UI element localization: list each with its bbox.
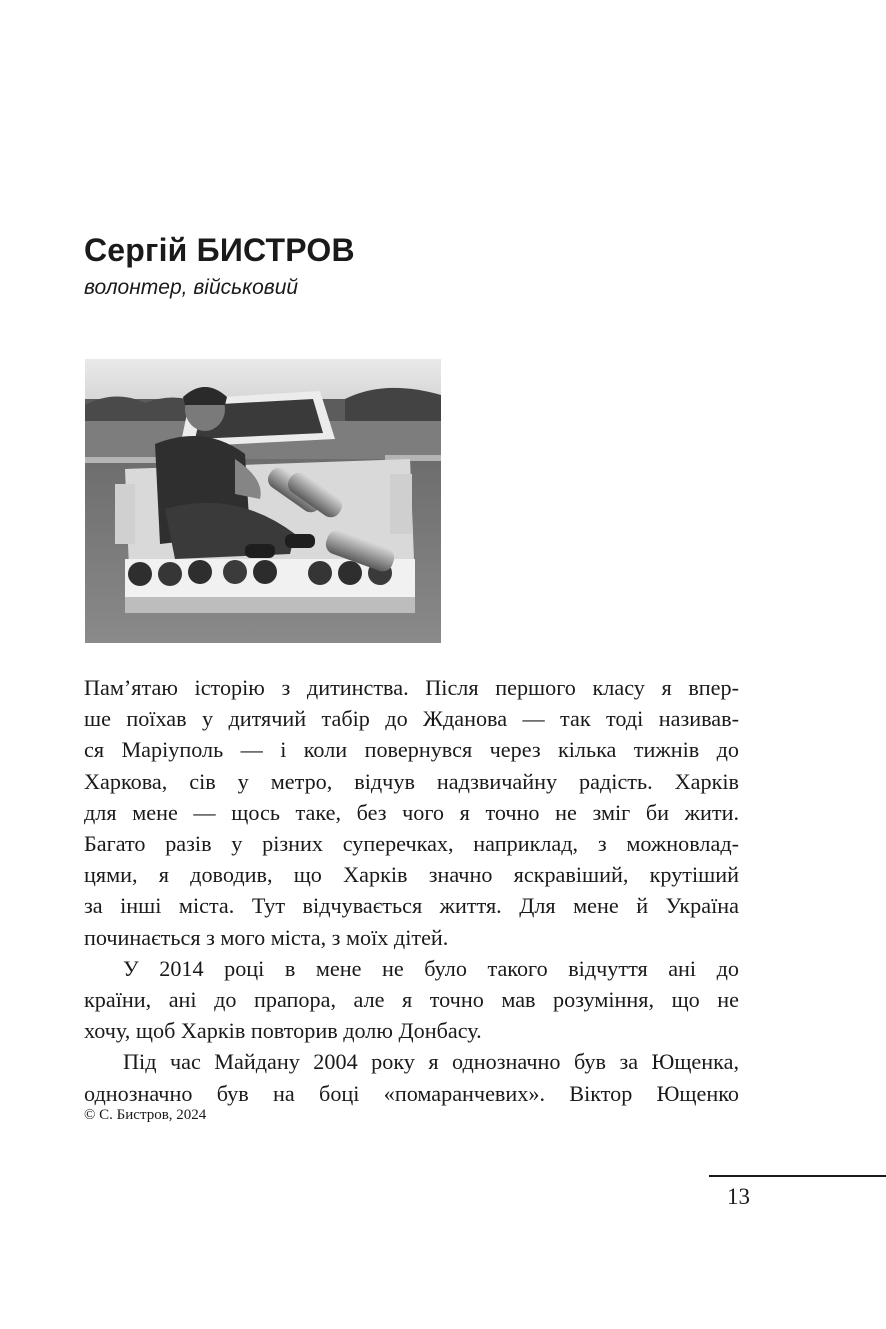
text-line: однозначно був на боці «помаранчевих». Віктор Ющенко (84, 1080, 739, 1106)
text-line: ше поїхав у дитячий табір до Жданова — так тоді називав- (84, 706, 739, 732)
text-line: Багато разів у різних суперечках, наприклад, з можновлад- (84, 831, 739, 857)
author-name: Сергій БИСТРОВ (84, 232, 355, 268)
footer-rule (709, 1175, 886, 1177)
paragraph (84, 672, 739, 953)
text-line: Харкова, сів у метро, відчув надзвичайну радість. Харків (84, 768, 739, 794)
author-role: волонтер, військовий (84, 276, 299, 299)
text-line: починається з мого міста, з моїх дітей. (84, 924, 449, 950)
text-line: У 2014 році в мене не було такого відчуття ані до (123, 955, 739, 981)
text-line: за інші міста. Тут відчувається життя. Для мене й Україна (84, 893, 739, 919)
text-line: Під час Майдану 2004 року я однозначно був за Ющенка, (123, 1049, 739, 1075)
text-line: хочу, щоб Харків повторив долю Донбасу. (84, 1018, 482, 1044)
copyright-notice: © С. Бистров, 2024 (84, 1107, 207, 1123)
photo-image (85, 359, 441, 643)
paragraph (84, 1046, 739, 1108)
text-line: Пам’ятаю історію з дитинства. Після першого класу я впер- (84, 675, 739, 700)
text-line: для мене — щось таке, без чого я точно не зміг би жити. (84, 799, 739, 825)
article-body (84, 672, 739, 1109)
text-line: цями, я доводив, що Харків значно яскравіший, крутіший (84, 862, 739, 888)
text-line: ся Маріуполь — і коли повернувся через кілька тижнів до (84, 737, 739, 763)
author-photo (85, 359, 441, 643)
page-number: 13 (727, 1184, 750, 1209)
text-line: країни, ані до прапора, але я точно мав розуміння, що не (84, 987, 739, 1013)
paragraph (84, 953, 739, 1047)
